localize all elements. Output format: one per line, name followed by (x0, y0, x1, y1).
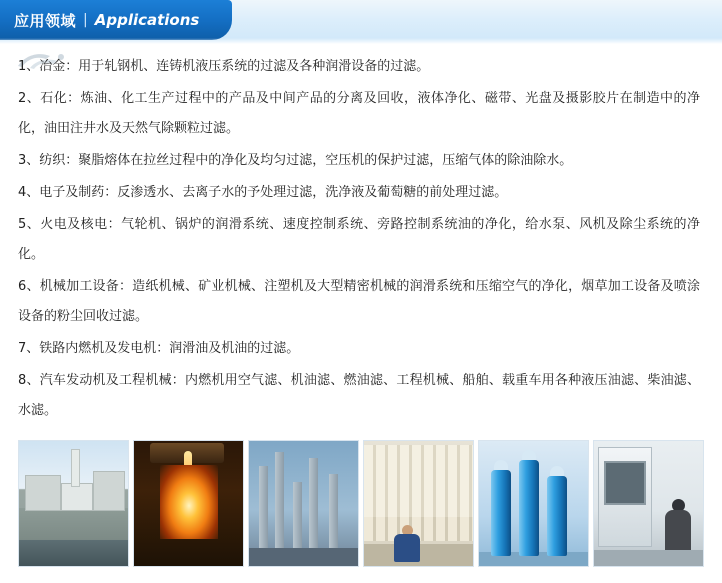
section-title-separator: | (83, 12, 88, 28)
application-photo-strip (18, 440, 704, 567)
application-list (0, 52, 722, 428)
application-item-electronics-pharma: 4、电子及制药：反渗透水、去离子水的予处理过滤，洗净液及葡萄糖的前处理过滤。 (18, 185, 508, 200)
photo-cnc-workshop (593, 440, 704, 567)
application-item-automotive-engineering: 8、汽车发动机及工程机械：内燃机用空气滤、机油滤、燃油滤、工程机械、船舶、载重车用各种液压油滤、柴油滤、水滤。 (18, 373, 700, 418)
photo-chemical-cylinders (478, 440, 589, 567)
photo-refinery (248, 440, 359, 567)
application-item-railway-engines: 7、铁路内燃机及发电机：润滑油及机油的过滤。 (18, 341, 300, 356)
application-item-thermal-nuclear-power: 5、火电及核电：气轮机、锅炉的润滑系统、速度控制系统、旁路控制系统油的净化，给水泵、风机及除尘系统的净化。 (18, 217, 700, 262)
section-title-pill (0, 0, 232, 40)
application-item-metallurgy: 1、冶金：用于轧钢机、连铸机液压系统的过滤及各种润滑设备的过滤。 (18, 59, 430, 74)
section-title-english: Applications (94, 11, 200, 29)
application-item-machining-equipment: 6、机械加工设备：造纸机械、矿业机械、注塑机及大型精密机械的润滑系统和压缩空气的净化，烟草加工设备及喷涂设备的粉尘回收过滤。 (18, 279, 700, 324)
header-band (0, 0, 722, 44)
application-item-textile: 3、纺织：聚脂熔体在拉丝过程中的净化及均匀过滤，空压机的保护过滤，压缩气体的除油除水。 (18, 153, 573, 168)
application-item-petrochemical: 2、石化：炼油、化工生产过程中的产品及中间产品的分离及回收，液体净化、磁带、光盘及摄影胶片在制造中的净化，油田注井水及天然气除颗粒过滤。 (18, 91, 700, 136)
photo-textile-mill (363, 440, 474, 567)
photo-molten-metal (133, 440, 244, 567)
section-title-chinese: 应用领域 (14, 11, 77, 30)
photo-power-plant (18, 440, 129, 567)
